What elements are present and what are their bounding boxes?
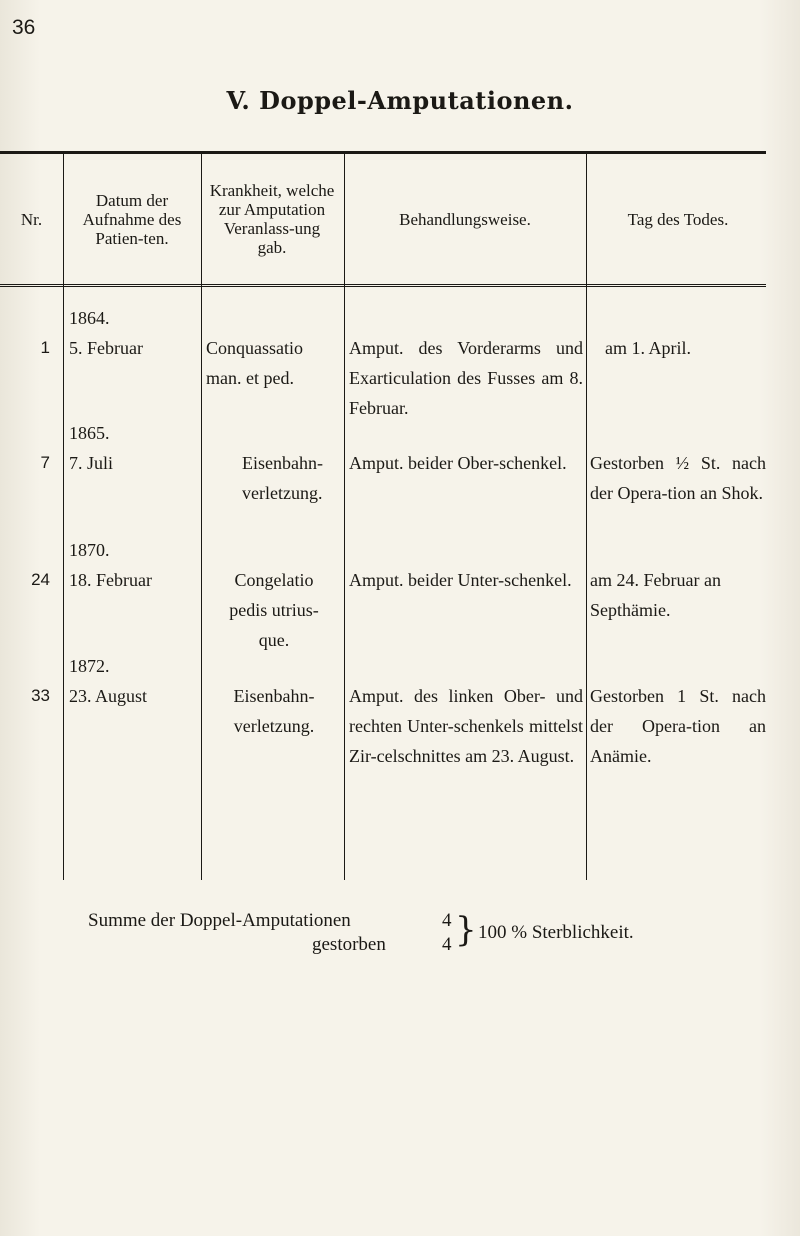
- column-divider: [201, 154, 202, 880]
- header-tod: Tag des Todes.: [627, 209, 729, 229]
- row-year: 1872.: [69, 656, 110, 676]
- header-krankheit: Krankheit, welche zur Amputation Veranlass-ung gab.: [209, 181, 335, 257]
- row-number: 7: [40, 453, 50, 472]
- section-heading: V. Doppel-Amputationen.: [226, 86, 574, 115]
- column-divider: [586, 154, 587, 880]
- row-krankheit: Eisenbahn- verletzung.: [233, 686, 315, 736]
- row-number: 24: [31, 570, 50, 589]
- page-number: 36: [12, 16, 36, 39]
- row-year: 1865.: [69, 423, 110, 443]
- summary-value-died: 4: [442, 934, 452, 955]
- summary-label-died: gestorben: [312, 934, 386, 955]
- row-date: 23. August: [69, 686, 148, 706]
- row-year: 1870.: [69, 540, 110, 560]
- row-date: 5. Februar: [69, 338, 143, 358]
- row-behandlung: Amput. beider Ober-schenkel.: [349, 453, 567, 473]
- row-krankheit: Congelatio pedis utrius- que.: [229, 570, 319, 650]
- row-tod: Gestorben ½ St. nach der Opera-tion an Shok.: [590, 453, 766, 503]
- row-number: 33: [31, 686, 50, 705]
- row-krankheit: Conquassatio man. et ped.: [206, 338, 303, 388]
- row-behandlung: Amput. beider Unter-schenkel.: [349, 570, 572, 590]
- column-divider: [63, 154, 64, 880]
- table-header-rule: [0, 284, 766, 287]
- row-tod: am 24. Februar an Septhämie.: [590, 570, 721, 620]
- table-top-rule: [0, 151, 766, 154]
- row-date: 18. Februar: [69, 570, 152, 590]
- brace-symbol: }: [455, 910, 477, 950]
- row-number: 1: [40, 338, 50, 357]
- row-behandlung: Amput. des Vorderarms und Exarticulation des Fusses am 8. Februar.: [349, 338, 583, 418]
- row-behandlung: Amput. des linken Ober- und rechten Unter-schenkels mittelst Zir-celschnittes am 23. August.: [349, 686, 583, 766]
- row-tod: Gestorben 1 St. nach der Opera-tion an Anämie.: [590, 686, 766, 766]
- summary-result: 100 % Sterblichkeit.: [478, 922, 634, 943]
- header-behandlung: Behandlungsweise.: [399, 209, 531, 229]
- row-tod: am 1. April.: [605, 338, 691, 358]
- header-nr: Nr.: [20, 209, 43, 229]
- summary-value-total: 4: [442, 910, 452, 931]
- column-divider: [344, 154, 345, 880]
- header-datum: Datum der Aufnahme des Patien-ten.: [82, 190, 182, 248]
- row-date: 7. Juli: [69, 453, 114, 473]
- row-krankheit: Eisenbahn- verletzung.: [242, 453, 323, 503]
- summary-label-total: Summe der Doppel-Amputationen: [88, 910, 351, 931]
- row-year: 1864.: [69, 308, 110, 328]
